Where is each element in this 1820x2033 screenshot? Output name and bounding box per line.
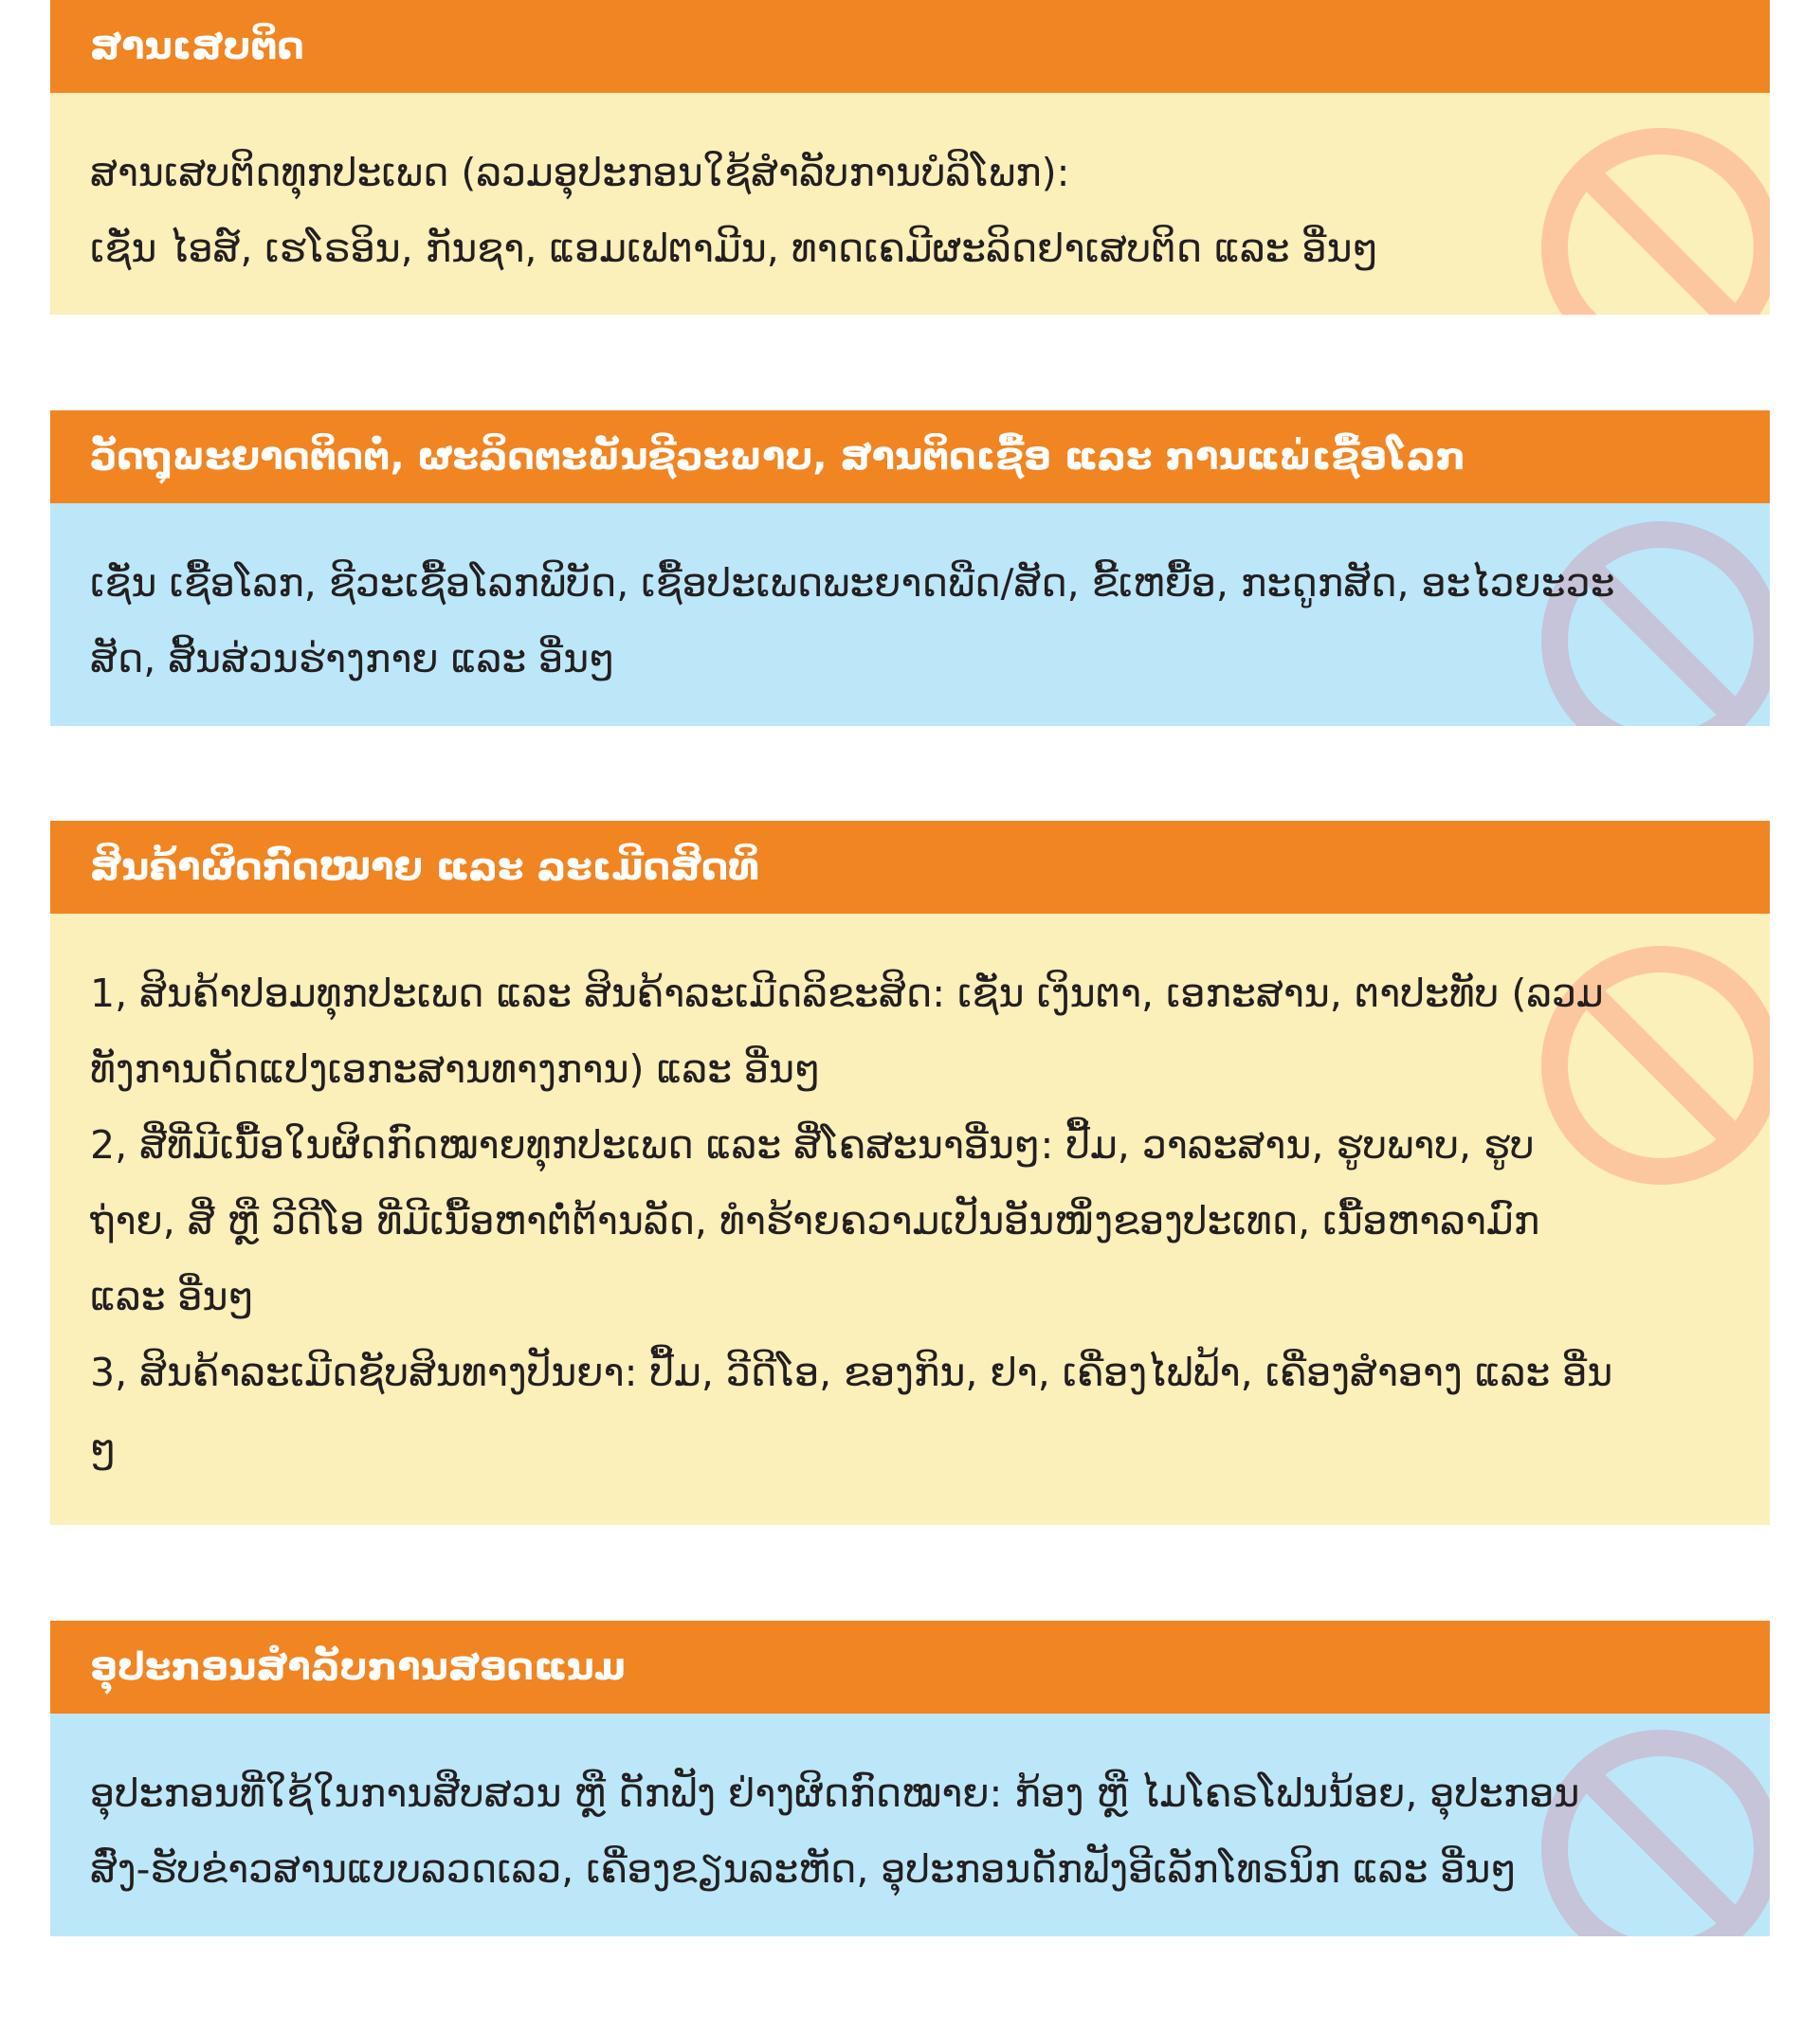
section-surveillance-equipment xyxy=(50,1621,1770,1936)
section-title: ສານເສບຕິດ xyxy=(50,0,1770,93)
body-line: ຖ່າຍ, ສື່ ຫຼື ວີດີໂອ ທີ່ມີເນື້ອຫາຕໍ່ຕ້ານລັດ, ທຳຮ້າຍຄວາມເປັນອັນໜຶ່ງຂອງປະເທດ, ເນື້ອຫາລາມົກ xyxy=(90,1198,1540,1243)
section-infectious-substances xyxy=(50,410,1770,726)
body-line: ເຊັ່ນ ເຊື້ອໂລກ, ຊີວະເຊື້ອໂລກພິບັດ, ເຊື້ອປະເພດພະຍາດພືດ/ສັດ, ຂີ້ເຫຍື້ອ, ກະດູກສັດ, ອະໄວຍະວະ xyxy=(90,560,1615,606)
section-body xyxy=(50,93,1770,315)
body-line: 2, ສື່ທີ່ມີເນື້ອໃນຜິດກົດໝາຍທຸກປະເພດ ແລະ ສື່ໂຄສະນາອື່ນໆ: ປື້ມ, ວາລະສານ, ຮູບພາບ, ຮູບ xyxy=(90,1122,1535,1168)
body-line: ໆ xyxy=(90,1425,117,1471)
body-line: ແລະ ອື່ນໆ xyxy=(90,1274,255,1319)
body-line: ເຊັ່ນ ໄອສ໌, ເຮໂຣອິນ, ກັນຊາ, ແອມເຟຕາມີນ, ທາດເຄມີຜະລິດຢາເສບຕິດ ແລະ ອື່ນໆ xyxy=(90,226,1379,271)
body-line: ສານເສບຕິດທຸກປະເພດ (ລວມອຸປະກອນໃຊ້ສຳລັບການບໍລິໂພກ): xyxy=(90,150,1070,195)
section-body xyxy=(50,1714,1770,1936)
section-body xyxy=(50,914,1770,1525)
body-line: 1, ສິນຄ້າປອມທຸກປະເພດ ແລະ ສິນຄ້າລະເມີດລິຂະສິດ: ເຊັ່ນ ເງິນຕາ, ເອກະສານ, ຕາປະທັບ (ລວມ xyxy=(90,971,1604,1016)
body-line: ສົ່ງ-ຮັບຂ່າວສານແບບລວດເລວ, ເຄື່ອງຂຽນລະຫັດ, ອຸປະກອນດັກຟັງອີເລັກໂທຣນິກ ແລະ ອື່ນໆ xyxy=(90,1846,1518,1892)
section-title: ອຸປະກອນສຳລັບການສອດແນມ xyxy=(50,1621,1770,1714)
body-line: 3, ສິນຄ້າລະເມີດຊັບສິນທາງປັນຍາ: ປື້ມ, ວີດີໂອ, ຂອງກິນ, ຢາ, ເຄື່ອງໄຟຟ້າ, ເຄື່ອງສຳອາງ ແລະ ອື່ນ xyxy=(90,1350,1613,1395)
section-body xyxy=(50,503,1770,726)
section-title: ວັດຖຸພະຍາດຕິດຕໍ່, ຜະລິດຕະພັນຊີວະພາບ, ສານຕິດເຊື້ອ ແລະ ການແພ່ເຊື້ອໂລກ xyxy=(50,410,1770,503)
section-narcotics xyxy=(50,0,1770,315)
body-line: ອຸປະກອນທີ່ໃຊ້ໃນການສືບສວນ ຫຼື ດັກຟັງ ຢ່າງຜິດກົດໝາຍ: ກ້ອງ ຫຼື ໄມໂຄຣໂຟນນ້ອຍ, ອຸປະກອນ xyxy=(90,1770,1580,1816)
body-line: ສັດ, ສິ້ນສ່ວນຮ່າງກາຍ ແລະ ອື່ນໆ xyxy=(90,636,615,681)
body-line: ທັງການດັດແປງເອກະສານທາງການ) ແລະ ອື່ນໆ xyxy=(90,1046,821,1092)
section-illegal-goods xyxy=(50,821,1770,1525)
section-title: ສິນຄ້າຜິດກົດໝາຍ ແລະ ລະເມີດສິດທິ xyxy=(50,821,1770,914)
